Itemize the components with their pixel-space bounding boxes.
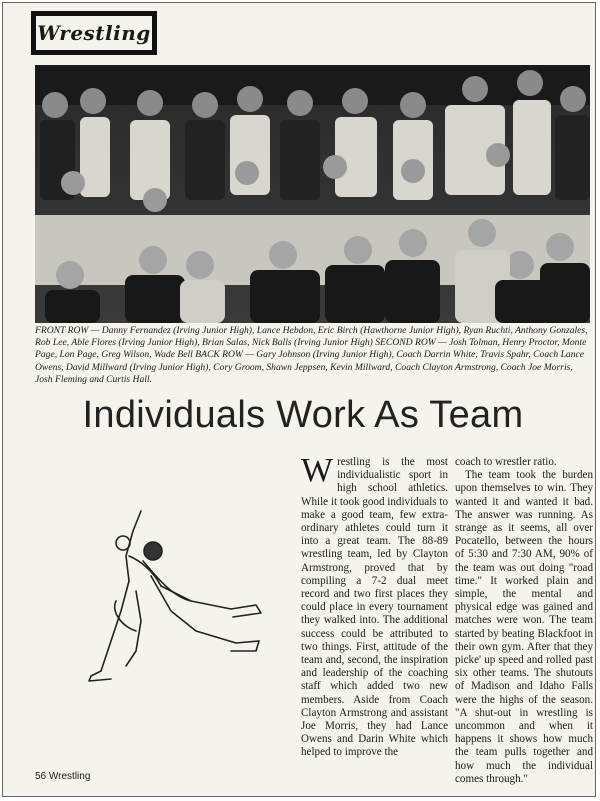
- article-column-1: [301, 452, 448, 760]
- wrestlers-drawing: [81, 501, 273, 691]
- yearbook-page: [2, 2, 596, 797]
- wrestlers-illustration: [81, 501, 273, 691]
- team-photo-image: [35, 65, 590, 323]
- section-tag-frame: [35, 15, 153, 51]
- article-paragraph: The team took the burden upon themselves to win. They wanted it and wanted it bad. The answer was running. As strange as it seems, all over Pocatello, between the hours of 5:30 and 7:30 AM, 90% of the team was out doing "road time." It worked plain and simple, the mental and physical edge was gained and matches were won. The team started by beating Blackfoot in their own gym. After that they picke' up speed and rolled past six other teams. The shutouts of Madison and Idaho Falls were the highs of the season. "A shut-out in wrestling is uncommon and when it happens it shows how much the team pulls together and how much the individual comes through.": [455, 469, 593, 785]
- page-footer: 56 Wrestling: [35, 771, 91, 782]
- section-tag: [31, 11, 157, 55]
- article-text: restling is the most individualistic sport in high school athletics. While it took good individuals to make a good team, few extra-ordinary athletes could turn it into a great team. The 88-89 wrestling team, led by Clayton Armstrong, proved that by compiling a 7-2 dual meet record and two first places they could place in every tournament they walked into. The additional success could be attributed to two things. First, attitude of the team and, second, the inspiration and leadership of the coaching staff which added two new members. Aside from Coach Clayton Armstrong and assistant Joe Morris, they had Lance Owens and Darin White which helped to improve the: [301, 456, 448, 759]
- team-photo: [35, 65, 590, 323]
- article-paragraph: [301, 452, 448, 760]
- article-paragraph: coach to wrestler ratio.: [455, 456, 557, 468]
- article-column-2: [455, 456, 593, 786]
- photo-caption: FRONT ROW — Danny Fernandez (Irving Junior High), Lance Hebdon, Eric Birch (Hawthorne Junior High), Ryan Ruchti, Anthony Gonzales, Rob Lee, Able Flores (Irving Junior High), Brian Salas, Nick Balls (Irving Junior High) SECOND ROW — Josh Tolman, Henry Proctor, Monte Page, Lon Page, Greg Wilson, Wade Bell BACK ROW — Gary Johnson (Irving Junior High), Coach Darrin White, Travis Spahr, Coach Lance Owens, David Millward (Irving Junior High), Cory Groom, Shawn Jeppsen, Kevin Millward, Coach Clayton Armstrong, Coach Joe Morris, Josh Fleming and Curtis Hall.: [35, 325, 588, 385]
- section-tag-label: Wrestling: [37, 21, 151, 45]
- article-headline: Individuals Work As Team: [82, 394, 524, 436]
- drop-cap: W: [301, 452, 334, 489]
